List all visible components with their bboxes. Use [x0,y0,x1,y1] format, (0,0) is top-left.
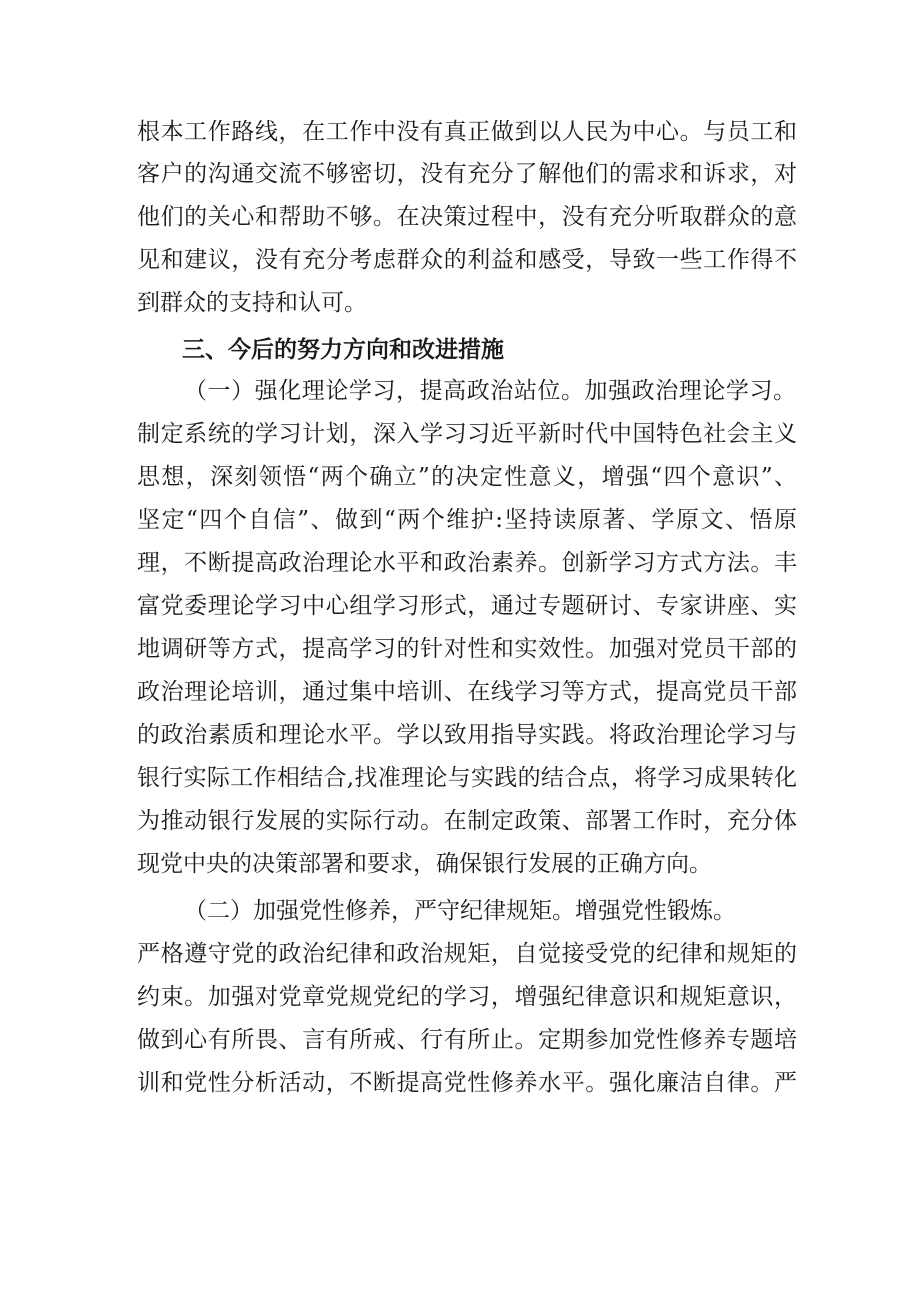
paragraph-line: 现党中央的决策部署和要求，确保银行发展的正确方向。 [137,851,712,877]
paragraph-line: 富党委理论学习中心组学习形式，通过专题研讨、专家讲座、实 [137,593,797,619]
paragraph-line: 他们的关心和帮助不够。在决策过程中，没有充分听取群众的意 [137,204,797,230]
paragraph-line: 为推动银行发展的实际行动。在制定政策、部署工作时，充分体 [137,808,797,834]
paragraph-line: 坚定“四个自信”、做到“两个维护:坚持读原著、学原文、悟原 [137,507,797,533]
paragraph-line: 根本工作路线，在工作中没有真正做到以人民为中心。与员工和 [137,119,797,145]
subsection-title-line: （一）强化理论学习，提高政治站位。加强政治理论学习。 [184,378,796,404]
paragraph-line: 地调研等方式，提高学习的针对性和实效性。加强对党员干部的 [137,636,797,662]
subsection-title-line: （二）加强党性修养，严守纪律规矩。增强党性锻炼。 [184,898,736,924]
paragraph-line: 的政治素质和理论水平。学以致用指导实践。将政治理论学习与 [137,722,797,748]
paragraph-line: 银行实际工作相结合,找准理论与实践的结合点，将学习成果转化 [137,765,797,791]
paragraph-line: 严格遵守党的政治纪律和政治规矩，自觉接受党的纪律和规矩的 [137,941,797,967]
paragraph-line: 到群众的支持和认可。 [137,290,367,316]
paragraph-line: 约束。加强对党章党规党纪的学习，增强纪律意识和规矩意识， [137,984,797,1010]
paragraph-line: 训和党性分析活动，不断提高党性修养水平。强化廉洁自律。严 [137,1070,797,1096]
paragraph-line: 思想，深刻领悟“两个确立”的决定性意义，增强“四个意识”、 [137,464,797,490]
paragraph-line: 政治理论培训，通过集中培训、在线学习等方式，提高党员干部 [137,679,797,705]
paragraph-line: 理，不断提高政治理论水平和政治素养。创新学习方式方法。丰 [137,550,797,576]
paragraph-line: 做到心有所畏、言有所戒、行有所止。定期参加党性修养专题培 [137,1027,797,1053]
section-heading: 三、今后的努力方向和改进措施 [182,337,504,363]
paragraph-line: 客户的沟通交流不够密切，没有充分了解他们的需求和诉求，对 [137,161,797,187]
paragraph-line: 制定系统的学习计划，深入学习习近平新时代中国特色社会主义 [137,421,797,447]
paragraph-line: 见和建议，没有充分考虑群众的利益和感受，导致一些工作得不 [137,247,797,273]
